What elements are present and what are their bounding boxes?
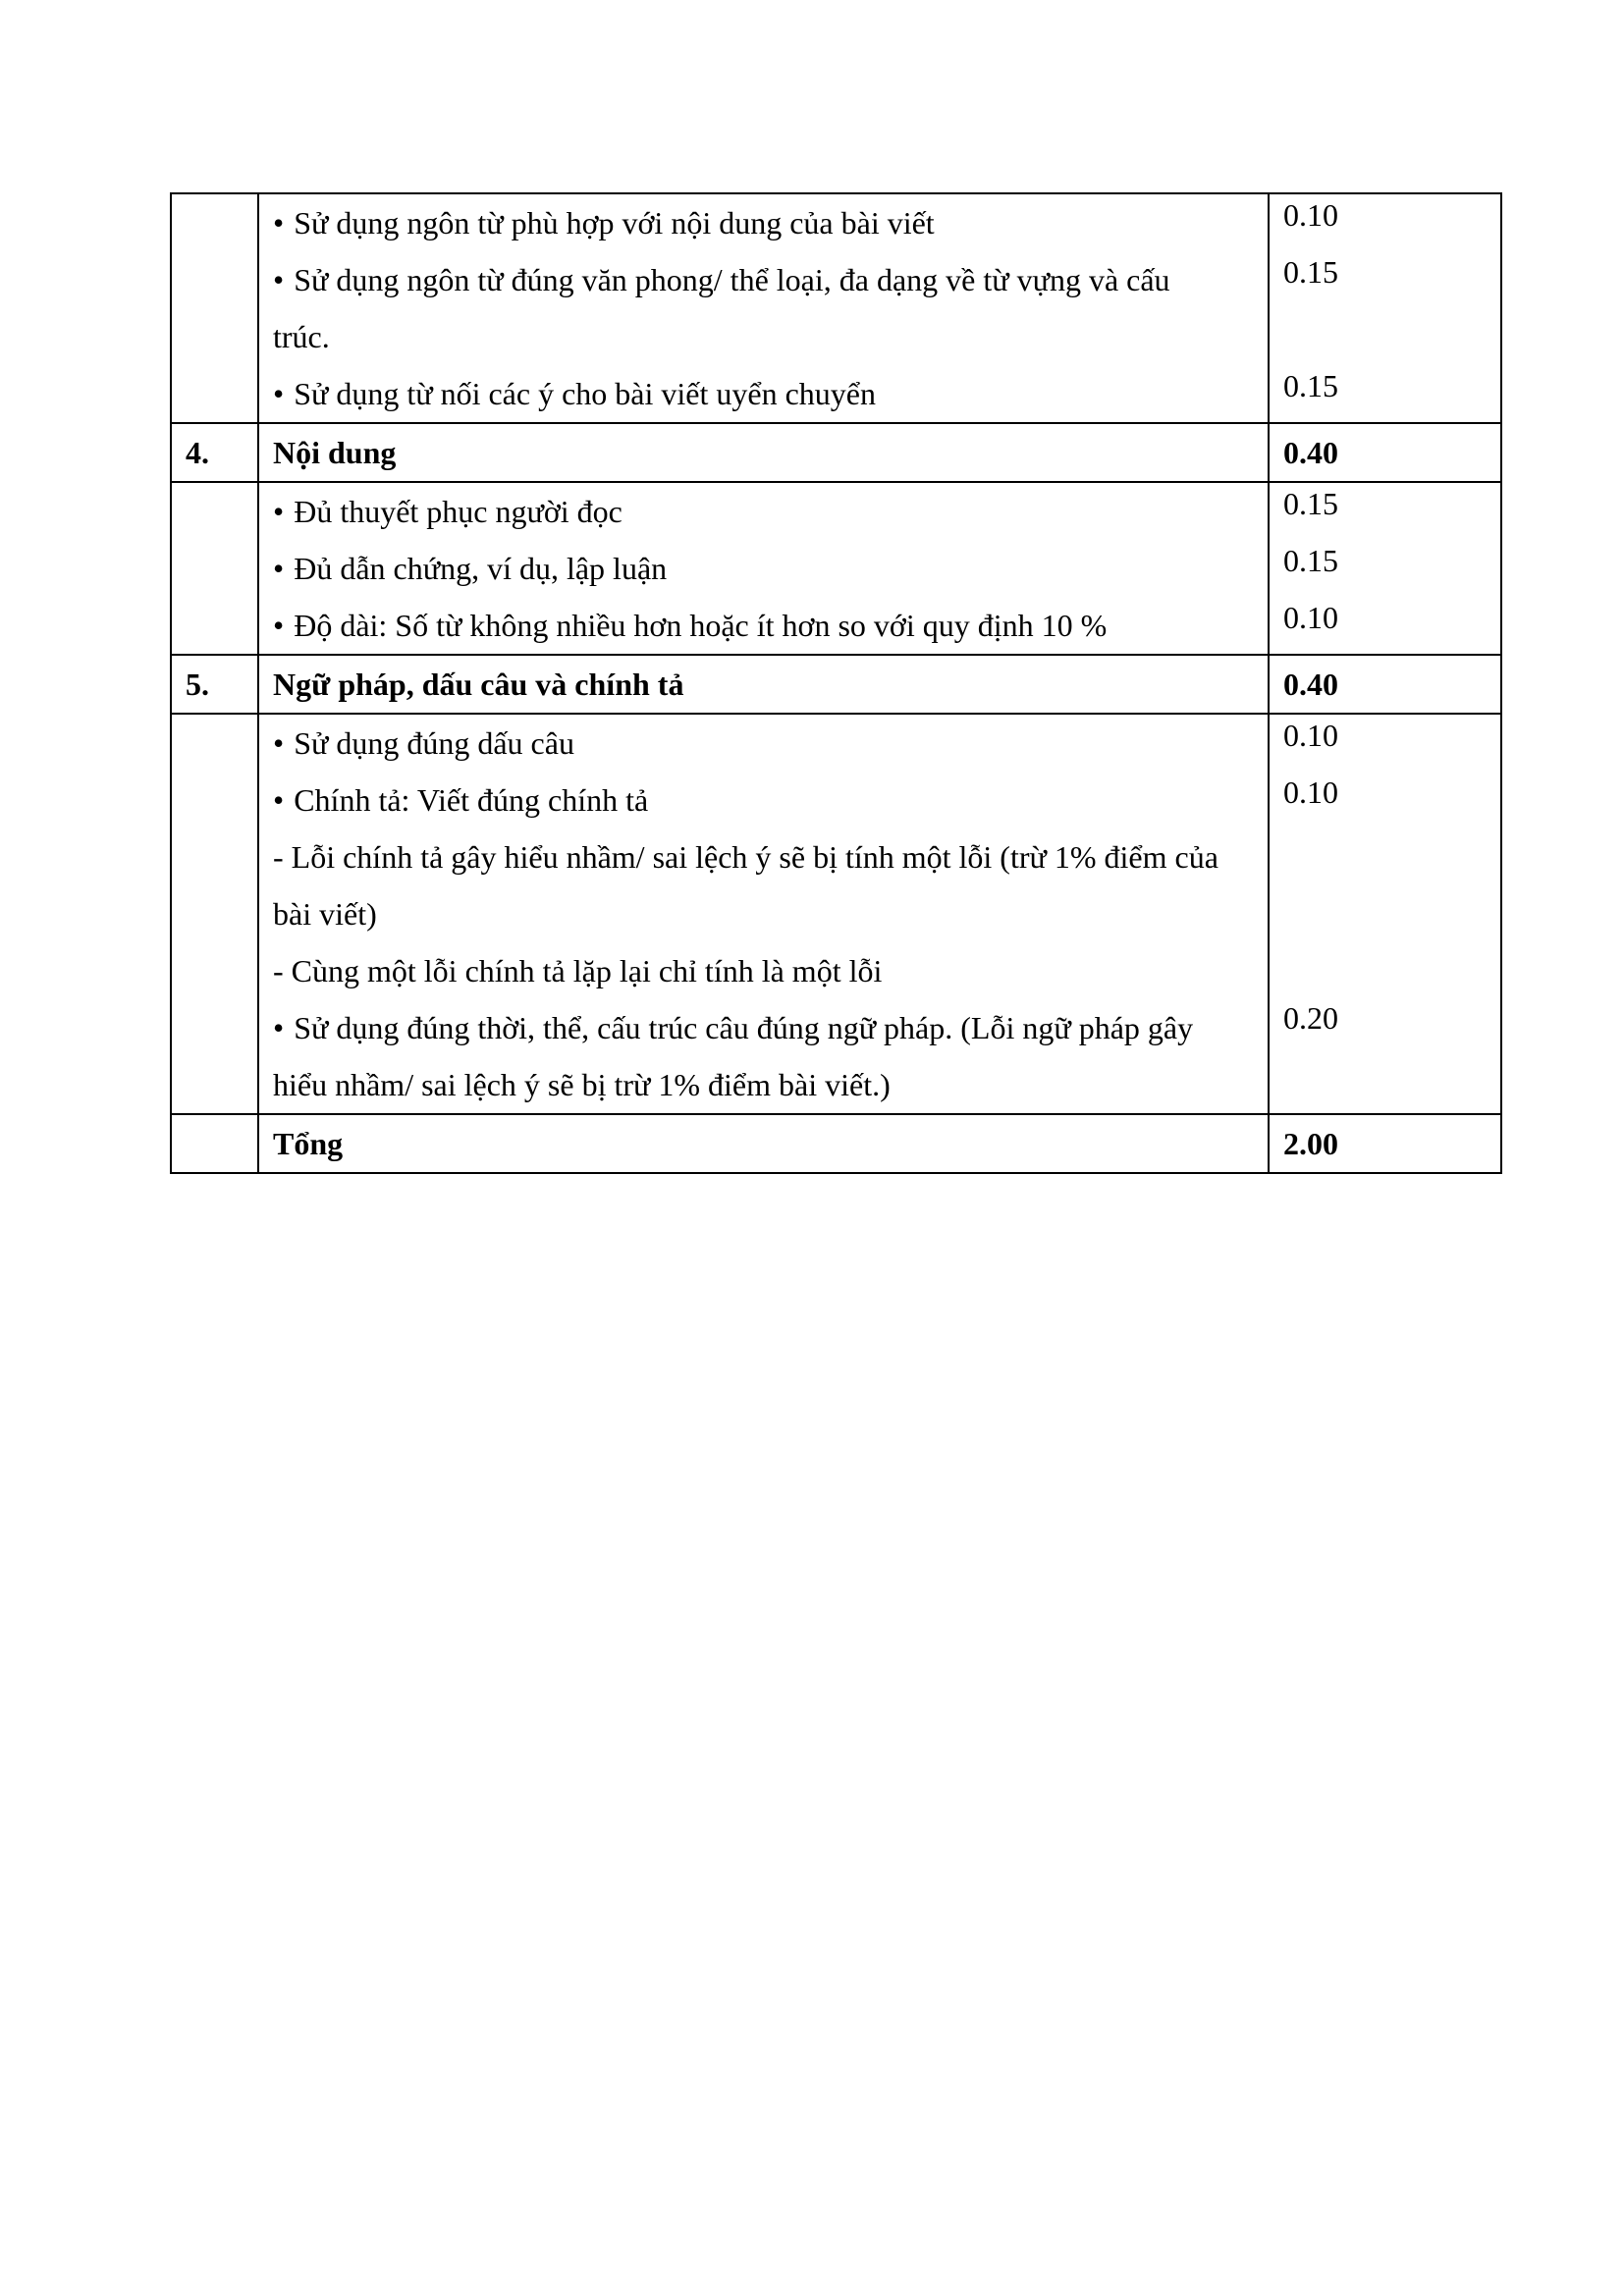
criterion-score: 0.20 [1283, 1000, 1338, 1036]
criterion-continuation: - Cùng một lỗi chính tả lặp lại chỉ tính là một lỗi [273, 953, 883, 988]
criterion-item: • Độ dài: Số từ không nhiều hơn hoặc ít hơn so với quy định 10 % [273, 597, 1254, 654]
criterion-item: • Sử dụng từ nối các ý cho bài viết uyển chuyển [273, 365, 1254, 422]
section-score: 0.40 [1269, 655, 1501, 714]
criterion-item: • Sử dụng ngôn từ phù hợp với nội dung của bài viết [273, 194, 1254, 251]
scoring-rubric-table [170, 192, 1502, 1174]
empty-number-cell [171, 482, 258, 655]
criterion-score: 0.10 [1283, 774, 1338, 810]
section-header-row [171, 423, 1501, 482]
criterion-item: • Sử dụng đúng thời, thể, cấu trúc câu đúng ngữ pháp. (Lỗi ngữ pháp gây [273, 999, 1254, 1056]
section-number [171, 1114, 258, 1173]
criteria-scores [1269, 193, 1501, 423]
section-header-row [171, 1114, 1501, 1173]
criteria-list [258, 714, 1269, 1114]
empty-number-cell [171, 714, 258, 1114]
criterion-score: 0.10 [1283, 600, 1338, 635]
section-score: 2.00 [1269, 1114, 1501, 1173]
criteria-list [258, 482, 1269, 655]
criterion-score: 0.15 [1283, 543, 1338, 578]
criterion-continuation: hiểu nhầm/ sai lệch ý sẽ bị trừ 1% điểm bài viết.) [273, 1067, 891, 1102]
criterion-continuation: - Lỗi chính tả gây hiểu nhầm/ sai lệch ý sẽ bị tính một lỗi (trừ 1% điểm của [273, 839, 1218, 875]
criterion-continuation: trúc. [273, 319, 330, 354]
rubric-body [171, 193, 1501, 1173]
criteria-scores [1269, 482, 1501, 655]
criterion-item: • Sử dụng đúng dấu câu [273, 715, 1254, 772]
criteria-list [258, 193, 1269, 423]
criterion-score: 0.15 [1283, 254, 1338, 290]
criterion-item: • Đủ thuyết phục người đọc [273, 483, 1254, 540]
criterion-score: 0.10 [1283, 718, 1338, 753]
criteria-scores [1269, 714, 1501, 1114]
criterion-continuation: bài viết) [273, 896, 377, 932]
section-header-row [171, 655, 1501, 714]
empty-number-cell [171, 193, 258, 423]
criterion-score: 0.15 [1283, 368, 1338, 403]
section-title: Tổng [258, 1114, 1269, 1173]
criteria-row [171, 193, 1501, 423]
criterion-item: • Đủ dẫn chứng, ví dụ, lập luận [273, 540, 1254, 597]
criteria-row [171, 714, 1501, 1114]
criterion-score: 0.15 [1283, 486, 1338, 521]
section-score: 0.40 [1269, 423, 1501, 482]
criterion-item: • Chính tả: Viết đúng chính tả [273, 772, 1254, 828]
section-title: Nội dung [258, 423, 1269, 482]
criterion-item: • Sử dụng ngôn từ đúng văn phong/ thể loại, đa dạng về từ vựng và cấu [273, 251, 1254, 308]
section-title: Ngữ pháp, dấu câu và chính tả [258, 655, 1269, 714]
criteria-row [171, 482, 1501, 655]
section-number: 5. [171, 655, 258, 714]
section-number: 4. [171, 423, 258, 482]
criterion-score: 0.10 [1283, 197, 1338, 233]
